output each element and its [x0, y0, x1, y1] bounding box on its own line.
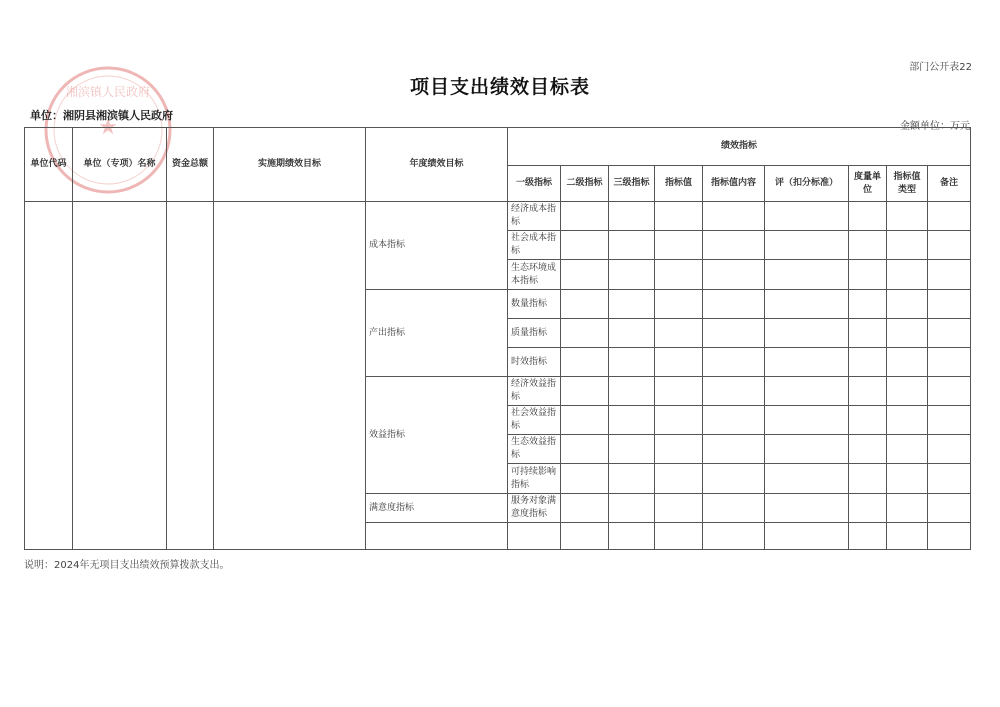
header-value: 指标值: [655, 166, 703, 202]
group-cost: 成本指标: [366, 202, 508, 290]
header-unit-code: 单位代码: [25, 128, 73, 202]
header-annual-goal: 年度绩效目标: [366, 128, 508, 202]
header-scoring: 评（扣分标准）: [765, 166, 849, 202]
header-remark: 备注: [928, 166, 971, 202]
header-total-funds: 资金总额: [167, 128, 214, 202]
indicator-economic-cost: 经济成本指标: [508, 202, 561, 231]
svg-text:★: ★: [98, 115, 118, 140]
header-level1: 一级指标: [508, 166, 561, 202]
cell-unit-name: [73, 202, 167, 550]
table-row: [25, 202, 971, 231]
group-output: 产出指标: [366, 290, 508, 377]
cell-total-funds: [167, 202, 214, 550]
indicator-economic-benefit: 经济效益指标: [508, 377, 561, 406]
indicator-quality: 质量指标: [508, 319, 561, 348]
footnote: 说明：2024年无项目支出绩效预算拨款支出。: [24, 560, 230, 571]
indicator-quantity: 数量指标: [508, 290, 561, 319]
group-satisfaction: 满意度指标: [366, 494, 508, 523]
document-code: 部门公开表22: [909, 62, 972, 73]
performance-table: [24, 127, 971, 550]
header-performance-indicators: 绩效指标: [508, 128, 971, 166]
indicator-social-benefit: 社会效益指标: [508, 406, 561, 435]
header-measure-unit: 度量单位: [849, 166, 887, 202]
indicator-timeliness: 时效指标: [508, 348, 561, 377]
header-period-goal: 实施期绩效目标: [214, 128, 366, 202]
indicator-eco-benefit: 生态效益指标: [508, 435, 561, 464]
indicator-social-cost: 社会成本指标: [508, 231, 561, 260]
header-unit-name: 单位（专项）名称: [73, 128, 167, 202]
page-title: 项目支出绩效目标表: [409, 76, 590, 98]
header-level2: 二级指标: [561, 166, 609, 202]
header-row-1: [25, 128, 971, 166]
svg-text:湘滨镇人民政府: 湘滨镇人民政府: [65, 85, 151, 99]
cell-period-goal: [214, 202, 366, 550]
unit-label: 单位：湘阴县湘滨镇人民政府: [30, 109, 173, 122]
group-benefit: 效益指标: [366, 377, 508, 494]
indicator-sustainable: 可持续影响指标: [508, 464, 561, 494]
indicator-eco-env-cost: 生态环境成本指标: [508, 260, 561, 290]
indicator-service-satisfaction: 服务对象满意度指标: [508, 494, 561, 523]
amount-unit: 金额单位：万元: [900, 121, 970, 132]
header-value-type: 指标值类型: [887, 166, 928, 202]
header-value-content: 指标值内容: [703, 166, 765, 202]
cell-unit-code: [25, 202, 73, 550]
header-level3: 三级指标: [609, 166, 655, 202]
